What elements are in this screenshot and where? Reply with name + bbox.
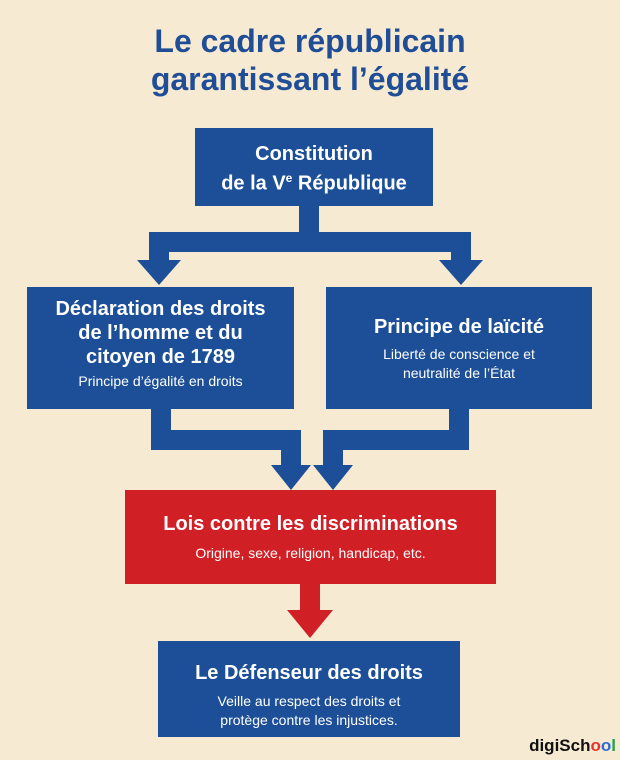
logo-o-blue: o	[600, 736, 612, 755]
node-laicite-subtitle-line-1: Liberté de conscience et	[383, 346, 535, 362]
node-laicite	[326, 287, 592, 409]
connector-split-bar	[149, 232, 471, 252]
digischool-logo	[529, 736, 616, 756]
connector-declaration-to-lois	[281, 430, 301, 468]
logo-l-green: l	[611, 736, 616, 755]
title-line-2: garantissant l’égalité	[150, 61, 470, 97]
logo-text: digiSch	[529, 736, 591, 755]
node-declaration-line-1: Déclaration des droits	[55, 298, 266, 320]
connector-right-down	[451, 232, 471, 262]
node-lois-title: Lois contre les discriminations	[163, 513, 458, 535]
arrowhead-lois-to-defenseur	[287, 610, 333, 638]
arrowhead-declaration-to-lois	[271, 465, 311, 490]
arrowhead-to-declaration	[137, 260, 181, 285]
node-defenseur-subtitle-line-2: protège contre les injustices.	[220, 712, 398, 728]
connector-laicite-across	[323, 430, 469, 450]
node-declaration-line-2: de l’homme et du	[78, 322, 243, 344]
node-declaration-subtitle: Principe d’égalité en droits	[78, 373, 243, 389]
node-defenseur-title: Le Défenseur des droits	[195, 662, 423, 684]
node-constitution-line-2-suffix: République	[292, 172, 407, 195]
node-constitution-superscript: e	[285, 171, 293, 185]
node-constitution-line-1: Constitution	[255, 143, 373, 165]
arrowhead-laicite-to-lois	[313, 465, 353, 490]
logo-o-red: o	[590, 736, 601, 755]
node-constitution-line-2	[195, 166, 433, 196]
connector-laicite-to-lois	[323, 430, 343, 468]
arrowhead-to-laicite	[439, 260, 483, 285]
node-constitution-line-2-prefix: de la V	[221, 172, 286, 195]
node-lois-subtitle: Origine, sexe, religion, handicap, etc.	[195, 545, 426, 561]
connector-left-down	[149, 232, 169, 262]
node-lois	[125, 490, 496, 584]
node-laicite-subtitle-line-2: neutralité de l’État	[402, 365, 516, 381]
node-defenseur	[158, 641, 460, 737]
node-defenseur-subtitle-line-1: Veille au respect des droits et	[217, 693, 401, 709]
node-constitution	[195, 128, 433, 206]
title-line-1: Le cadre républicain	[154, 23, 466, 59]
node-declaration	[27, 287, 294, 409]
node-declaration-line-3: citoyen de 1789	[86, 346, 235, 368]
connector-lois-to-defenseur	[300, 583, 320, 613]
connector-declaration-across	[151, 430, 297, 450]
node-laicite-title: Principe de laïcité	[373, 316, 545, 338]
